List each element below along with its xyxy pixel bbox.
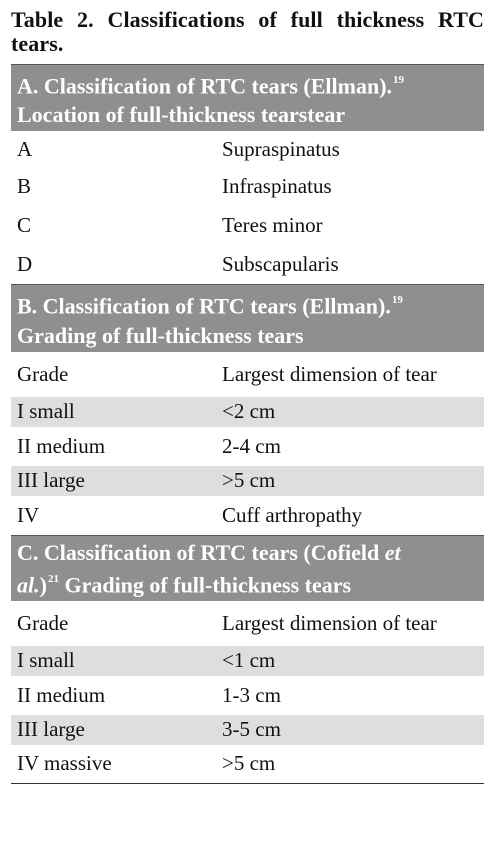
section-b-header-line1: B. Classification of RTC tears (Ellman).: [17, 293, 391, 319]
dimension-cell: >5 cm: [222, 751, 276, 776]
location-code: A: [17, 136, 33, 161]
table-row: [11, 131, 484, 167]
section-a-header: [11, 64, 484, 131]
dimension-cell: <2 cm: [222, 399, 276, 424]
muscle-name: Supraspinatus: [222, 136, 340, 161]
dimension-cell: 2-4 cm: [222, 433, 281, 458]
section-c-header-al: al.: [17, 571, 40, 597]
grade-cell: IV: [17, 502, 40, 527]
table-header-row: [11, 601, 484, 646]
dimension-cell: >5 cm: [222, 468, 276, 493]
table-row: [11, 206, 484, 245]
dimension-cell: <1 cm: [222, 648, 276, 673]
table-row: [11, 245, 484, 284]
section-b-reference: 19: [391, 294, 403, 307]
dimension-cell: Cuff arthropathy: [222, 502, 363, 527]
location-code: B: [17, 174, 32, 199]
table-row: [11, 496, 484, 535]
column-header-dimension: Largest dimension of tear: [222, 361, 437, 386]
table-row: [11, 167, 484, 206]
dimension-cell: 1-3 cm: [222, 682, 281, 707]
dimension-cell: 3-5 cm: [222, 717, 281, 742]
section-c-reference: 21: [47, 572, 59, 585]
grade-cell: II medium: [17, 433, 106, 458]
section-b-rows: [11, 352, 484, 535]
table-row: [11, 427, 484, 466]
section-c-header-line1: C. Classification of RTC tears (Cofield: [17, 539, 385, 565]
grade-cell: I small: [17, 648, 75, 673]
table-title: Table 2. Classifications of full thickness RTC tears.: [11, 7, 484, 56]
column-header-dimension: Largest dimension of tear: [222, 610, 437, 635]
table-row: [11, 676, 484, 715]
section-c-header-et: et: [384, 539, 401, 565]
muscle-name: Teres minor: [222, 213, 323, 238]
muscle-name: Infraspinatus: [222, 174, 332, 199]
section-a-reference: 19: [393, 74, 405, 86]
muscle-name: Subscapularis: [222, 252, 339, 277]
section-a-header-line2: Location of full-thickness tearstear: [17, 102, 346, 128]
section-a-rows: [11, 131, 484, 284]
column-header-grade: Grade: [17, 361, 69, 386]
table-row: [11, 397, 484, 427]
grade-cell: II medium: [17, 682, 106, 707]
table-row: [11, 715, 484, 745]
table-row: [11, 466, 484, 496]
section-b-header-line2: Grading of full-thickness tears: [17, 322, 304, 348]
grade-cell: IV massive: [17, 751, 112, 776]
grade-cell: I small: [17, 399, 75, 424]
location-code: D: [17, 252, 33, 277]
grade-cell: III large: [17, 717, 85, 742]
table-header-row: [11, 352, 484, 397]
section-c-header-paren: ): [39, 571, 47, 597]
section-b-header: [11, 284, 484, 351]
location-code: C: [17, 213, 32, 238]
table-row: [11, 646, 484, 676]
grade-cell: III large: [17, 468, 85, 493]
table-row: [11, 745, 484, 784]
section-c-header: [11, 535, 484, 601]
section-c-header-line2: Grading of full-thickness tears: [58, 571, 352, 597]
document-page: [11, 8, 484, 784]
section-a-header-line1: A. Classification of RTC tears (Ellman).: [17, 73, 393, 99]
column-header-grade: Grade: [17, 610, 69, 635]
section-c-rows: [11, 601, 484, 784]
